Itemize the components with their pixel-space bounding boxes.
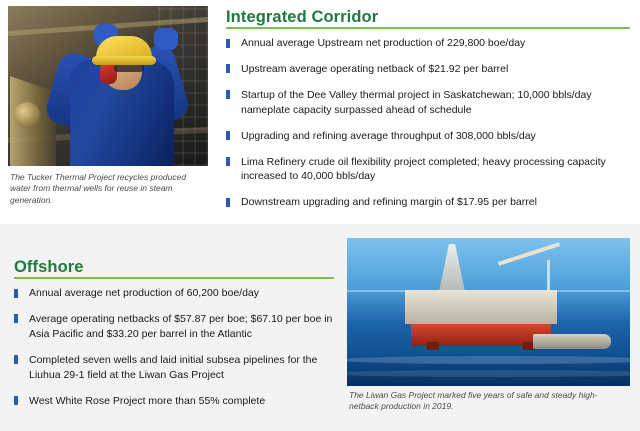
list-item: Completed seven wells and laid initial subsea pipelines for the Liuhua 29-1 field at the Liwan Gas Project <box>14 353 334 383</box>
photo-caption-offshore: The Liwan Gas Project marked five years of safe and steady high-netback production in 2019. <box>349 390 598 412</box>
integrated-corridor-content <box>226 8 630 221</box>
section-title-offshore: Offshore <box>14 258 84 276</box>
photo-platform-deck <box>405 290 557 324</box>
list-item: Downstream upgrading and refining margin of $17.95 per barrel <box>226 195 630 210</box>
list-item: Lima Refinery crude oil flexibility project completed; heavy processing capacity increased to 40,000 bbls/day <box>226 155 630 185</box>
offshore-bullet-list <box>14 286 334 408</box>
photo-wave-crest-upper <box>347 356 630 364</box>
list-item: Annual average Upstream net production of 229,800 boe/day <box>226 36 630 51</box>
offshore-platform-photo <box>347 238 630 386</box>
photo-worker-right-glove <box>154 28 178 50</box>
photo-wave-crest-lower <box>347 370 630 377</box>
list-item: Annual average net production of 60,200 boe/day <box>14 286 334 301</box>
list-item: Average operating netbacks of $57.87 per boe; $67.10 per boe in Asia Pacific and $33.20 per barrel in the Atlantic <box>14 312 334 342</box>
section-title-integrated-corridor: Integrated Corridor <box>226 8 379 26</box>
offshore-content <box>14 258 334 419</box>
photo-flare-stack <box>547 260 550 292</box>
photo-caption-integrated-corridor: The Tucker Thermal Project recycles produced water from thermal wells for reuse in steam generation. <box>10 172 187 205</box>
list-item: Upgrading and refining average throughput of 308,000 bbls/day <box>226 129 630 144</box>
photo-worker-safety-glasses <box>114 64 144 72</box>
photo-valve-wheel <box>14 102 40 128</box>
worker-at-thermal-plant-photo <box>8 6 208 166</box>
photo-support-vessel <box>533 334 611 349</box>
section-title-underline-integrated-corridor <box>226 27 630 29</box>
section-title-underline-offshore <box>14 277 334 279</box>
list-item: West White Rose Project more than 55% complete <box>14 394 334 409</box>
list-item: Upstream average operating netback of $21.92 per barrel <box>226 62 630 77</box>
list-item: Startup of the Dee Valley thermal project in Saskatchewan; 10,000 bbls/day nameplate capacity surpassed ahead of schedule <box>226 88 630 118</box>
photo-worker-hard-hat-brim <box>92 56 156 65</box>
integrated-corridor-bullet-list <box>226 36 630 210</box>
